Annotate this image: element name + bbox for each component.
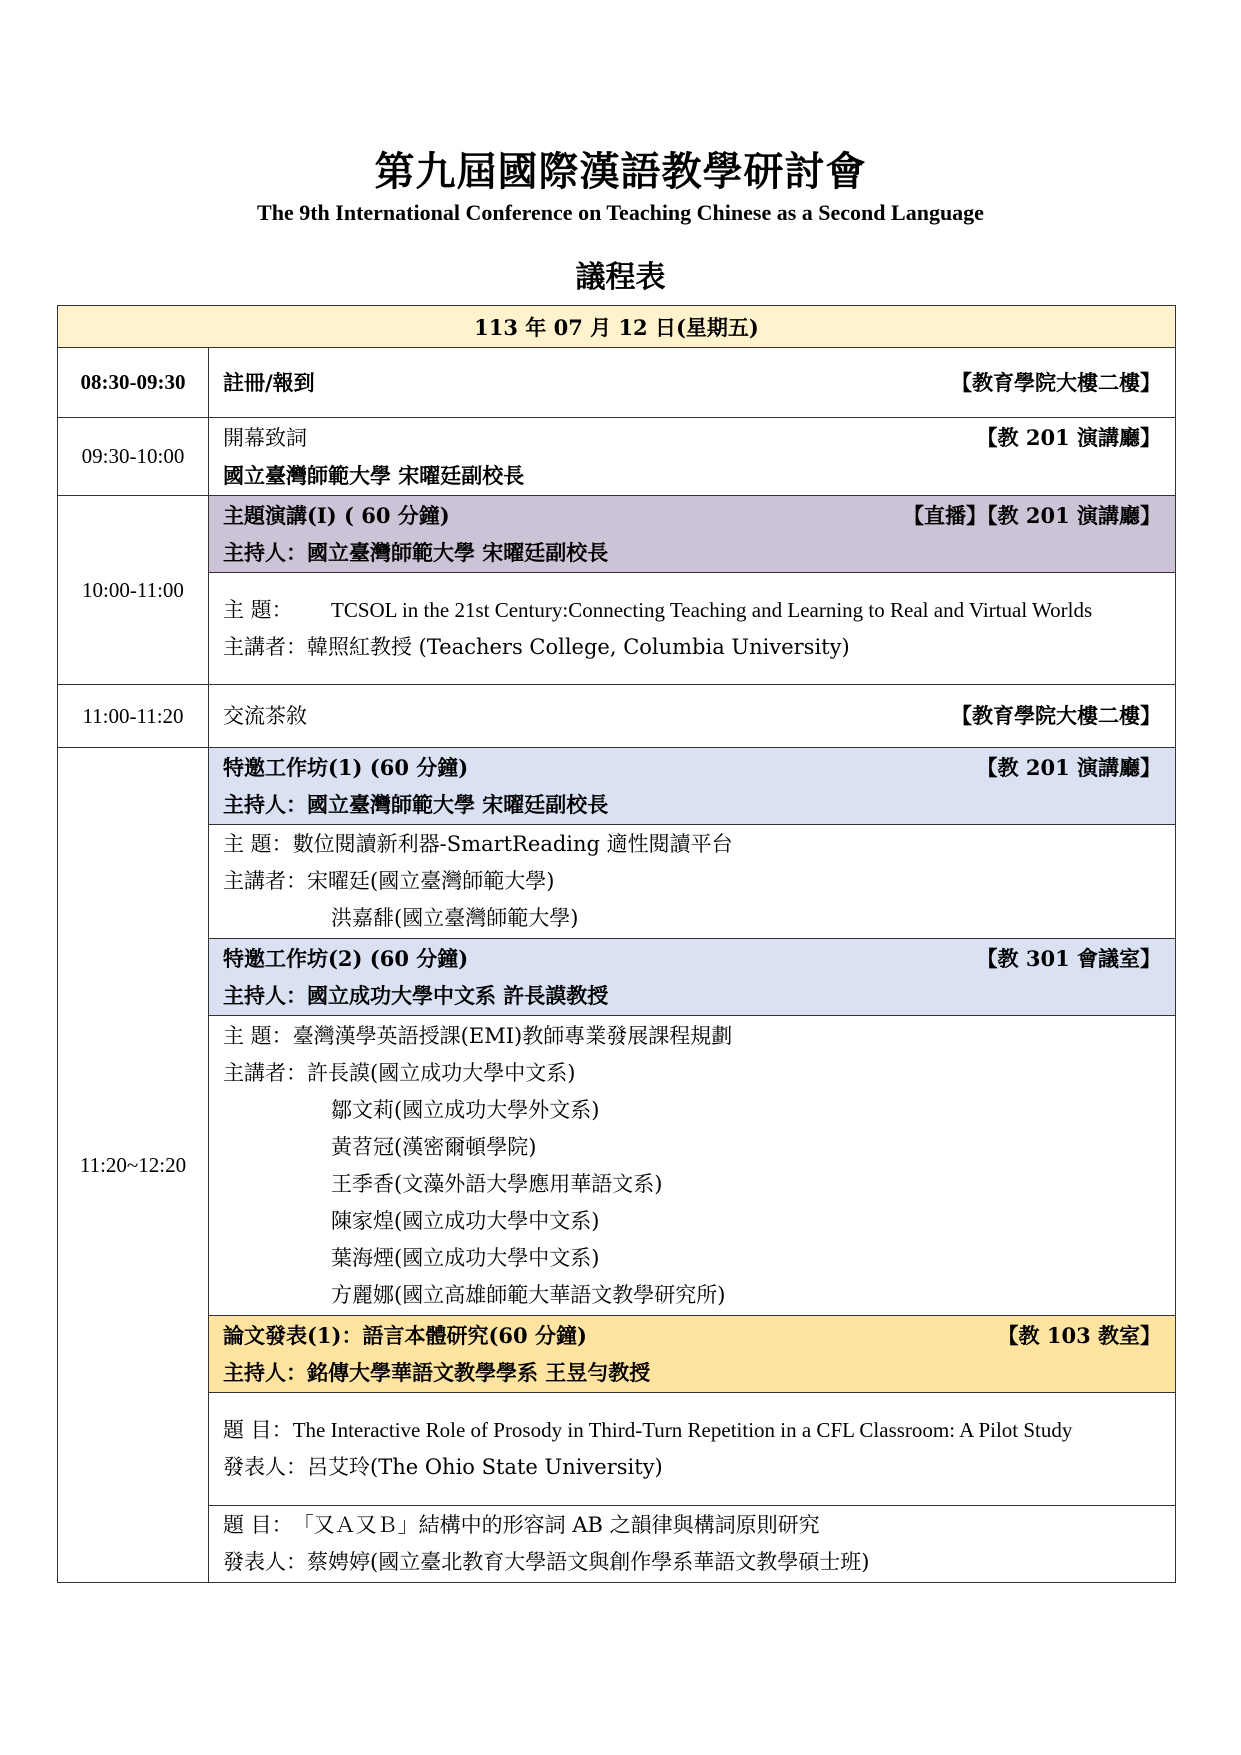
speaker-text: 許長謨(國立成功大學中文系) — [307, 1060, 576, 1085]
keynote-detail-row — [58, 573, 1176, 685]
session-title: 交流茶敘 — [223, 704, 307, 728]
topic-label: 主 題： — [223, 1023, 293, 1048]
paper1-header-cell — [209, 1316, 1176, 1393]
keynote-header-row — [58, 496, 1176, 573]
speaker-text: 葉海煙(國立成功大學中文系) — [331, 1245, 600, 1270]
paper1-header-row — [58, 1316, 1176, 1393]
workshop2-header-row — [58, 939, 1176, 1016]
paper-title-label: 題 目： — [223, 1418, 293, 1442]
tea-break-row — [58, 685, 1176, 748]
paper-item-cell — [209, 1506, 1176, 1583]
presenter-text: 蔡娉婷(國立臺北教育大學語文與創作學系華語文教學碩士班) — [307, 1550, 870, 1574]
session-location: 【教 201 演講廳】 — [976, 755, 1161, 780]
page-title-english: The 9th International Conference on Teaching Chinese as a Second Language — [257, 200, 984, 225]
topic-text: 臺灣漢學英語授課(EMI)教師專業發展課程規劃 — [292, 1023, 733, 1048]
topic-text: TCSOL in the 21st Century:Connecting Teaching and Learning to Real and Virtual Worlds — [331, 597, 1093, 622]
session-location: 【直播】【教 201 演講廳】 — [903, 503, 1161, 528]
date-row — [58, 306, 1176, 348]
agenda-heading: 議程表 — [575, 260, 666, 295]
speaker-text: 洪嘉馡(國立臺灣師範大學) — [331, 906, 579, 930]
speaker-text: 陳家煌(國立成功大學中文系) — [331, 1208, 600, 1233]
session-location: 【教 103 教室】 — [997, 1323, 1161, 1348]
workshop1-header-cell — [209, 748, 1176, 825]
session-cell — [209, 685, 1176, 748]
speaker-text: 宋曜廷(國立臺灣師範大學) — [307, 869, 555, 893]
presenter-label: 發表人： — [223, 1455, 307, 1479]
paper1-item1-row — [58, 1393, 1176, 1506]
date-label: 113 年 07 月 12 日(星期五) — [58, 306, 1176, 348]
session-host: 主持人：國立臺灣師範大學 宋曜廷副校長 — [223, 792, 609, 817]
workshop1-header-row — [58, 748, 1176, 825]
time-cell: 11:20~12:20 — [58, 748, 209, 1583]
speaker-text: 鄒文莉(國立成功大學外文系) — [331, 1097, 600, 1122]
opening-row — [58, 418, 1176, 496]
workshop1-detail-cell — [209, 825, 1176, 939]
speaker-label: 主講者： — [223, 869, 307, 893]
speaker-text: 王季香(文藻外語大學應用華語文系) — [331, 1171, 663, 1196]
time-cell: 11:00-11:20 — [58, 685, 209, 748]
time-cell: 10:00-11:00 — [58, 496, 209, 685]
session-title: 論文發表(1)：語言本體研究(60 分鐘) — [223, 1323, 587, 1348]
time-cell: 08:30-09:30 — [58, 348, 209, 418]
session-title: 特邀工作坊(1) (60 分鐘) — [223, 755, 469, 780]
agenda-table — [57, 305, 1176, 1583]
paper1-item2-row — [58, 1506, 1176, 1583]
paper-item-cell — [209, 1393, 1176, 1506]
presenter-text: 呂艾玲(The Ohio State University) — [307, 1455, 663, 1479]
topic-text: 數位閱讀新利器-SmartReading 適性閱讀平台 — [292, 832, 733, 856]
registration-row — [58, 348, 1176, 418]
speaker-text: 方麗娜(國立高雄師範大華語文教學研究所) — [331, 1282, 726, 1307]
keynote-detail-cell — [209, 573, 1176, 685]
topic-label: 主 題： — [223, 832, 293, 856]
session-location: 【教 301 會議室】 — [976, 946, 1161, 971]
speaker-label: 主講者： — [223, 1060, 307, 1085]
presenter-label: 發表人： — [223, 1550, 307, 1574]
session-location: 【教育學院大樓二樓】 — [951, 703, 1161, 728]
speaker-text: 黃苕冠(漢密爾頓學院) — [331, 1134, 537, 1159]
session-title: 開幕致詞 — [223, 426, 307, 450]
workshop2-detail-row — [58, 1016, 1176, 1316]
session-title: 主題演講(I) ( 60 分鐘) — [223, 503, 450, 528]
session-cell — [209, 348, 1176, 418]
paper-title-label: 題 目： — [223, 1513, 293, 1537]
session-speaker: 國立臺灣師範大學 宋曜廷副校長 — [223, 463, 525, 488]
workshop2-detail-cell — [209, 1016, 1176, 1316]
keynote-header-cell — [209, 496, 1176, 573]
session-host: 主持人：國立臺灣師範大學 宋曜廷副校長 — [223, 540, 609, 565]
paper-title: 「又Ａ又Ｂ」結構中的形容詞 AB 之韻律與構詞原則研究 — [292, 1513, 820, 1537]
time-cell: 09:30-10:00 — [58, 418, 209, 496]
session-title: 註冊/報到 — [223, 370, 315, 395]
page-title: 第九屆國際漢語教學研討會 — [374, 148, 867, 195]
workshop2-header-cell — [209, 939, 1176, 1016]
session-location: 【教育學院大樓二樓】 — [951, 370, 1161, 395]
session-host: 主持人：銘傳大學華語文教學學系 王昱勻教授 — [223, 1360, 651, 1385]
session-title: 特邀工作坊(2) (60 分鐘) — [223, 946, 469, 971]
speaker-text: 韓照紅教授 (Teachers College, Columbia University) — [307, 634, 850, 659]
session-host: 主持人：國立成功大學中文系 許長謨教授 — [223, 983, 609, 1008]
workshop1-detail-row — [58, 825, 1176, 939]
paper-title: The Interactive Role of Prosody in Third-Turn Repetition in a CFL Classroom: A Pilot Study — [292, 1418, 1073, 1442]
session-cell — [209, 418, 1176, 496]
session-location: 【教 201 演講廳】 — [976, 425, 1161, 450]
topic-label: 主 題： — [223, 597, 293, 622]
speaker-label: 主講者： — [223, 634, 307, 659]
